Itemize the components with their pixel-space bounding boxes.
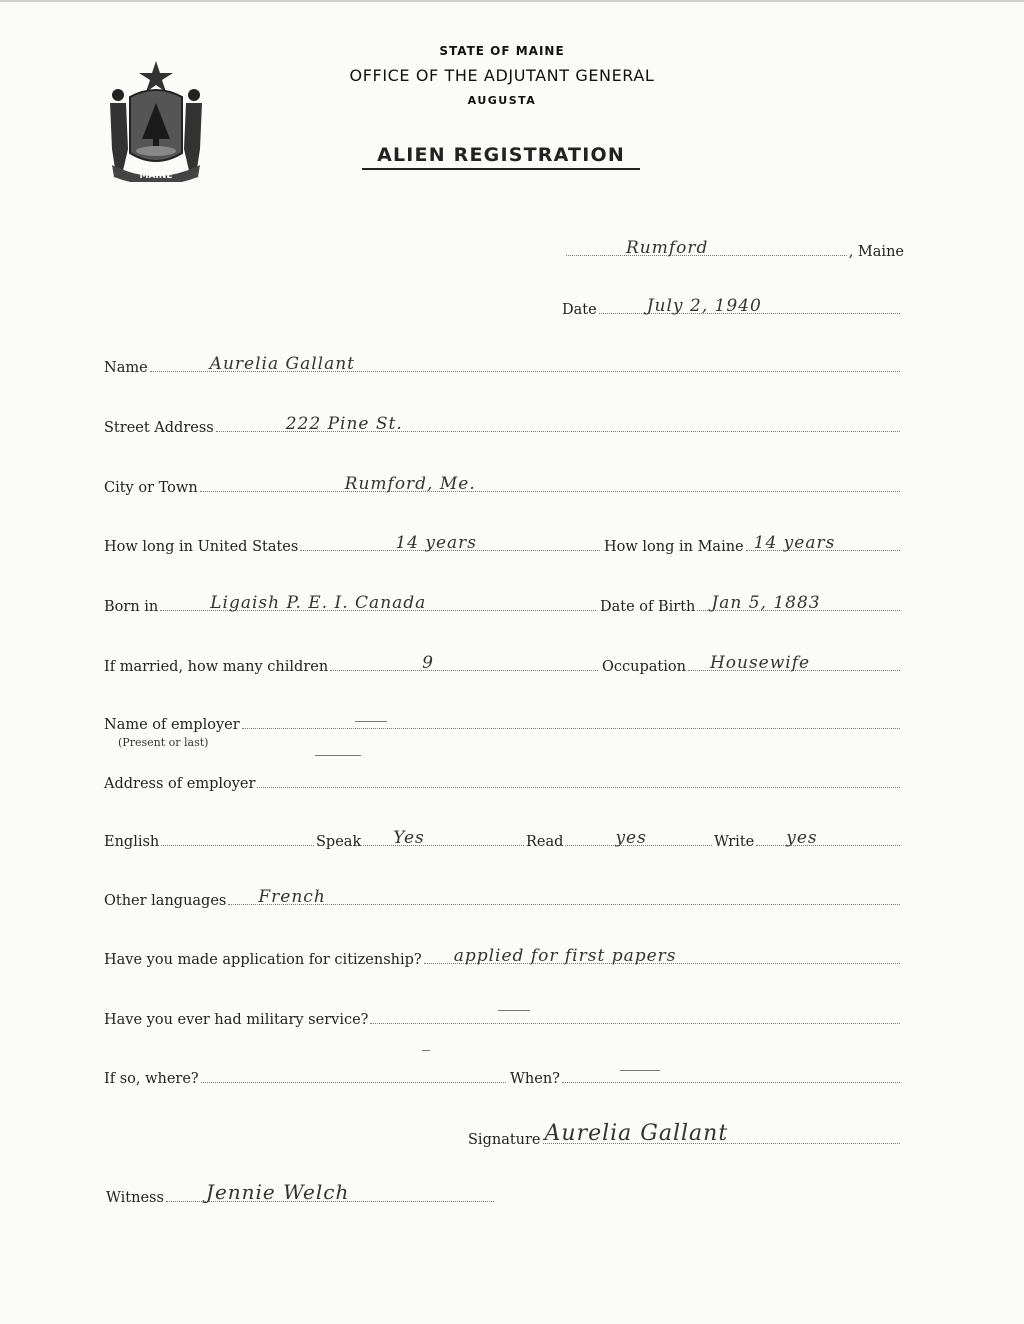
emp-address-row <box>104 776 902 792</box>
english-row <box>104 834 316 850</box>
read-field[interactable] <box>565 828 712 848</box>
witness-row <box>106 1180 496 1206</box>
emp-address-field[interactable] <box>257 786 900 788</box>
street-value: 222 Pine St. <box>285 414 403 434</box>
where-row <box>104 1071 508 1087</box>
form-title: ALIEN REGISTRATION <box>362 144 640 170</box>
maine-label: How long in Maine <box>604 539 744 555</box>
military-row <box>104 1012 902 1028</box>
military-label: Have you ever had military service? <box>104 1012 369 1028</box>
place-row <box>564 238 904 260</box>
occupation-value: Housewife <box>709 653 811 673</box>
header-office: OFFICE OF THE ADJUTANT GENERAL <box>349 66 655 85</box>
maine-value: 14 years <box>753 533 836 553</box>
dob-row <box>600 593 902 615</box>
us-field[interactable] <box>300 533 600 553</box>
emp-address-dash <box>315 755 361 756</box>
street-row <box>104 414 902 436</box>
us-row <box>104 533 602 555</box>
when-dash <box>620 1070 660 1071</box>
born-row <box>104 593 598 615</box>
signature-label: Signature <box>468 1132 541 1148</box>
maine-row <box>604 533 902 555</box>
employer-label: Name of employer <box>104 717 240 733</box>
where-label: If so, where? <box>104 1071 199 1087</box>
occupation-row <box>602 653 902 675</box>
citizenship-value: applied for first papers <box>453 946 677 966</box>
us-label: How long in United States <box>104 539 299 555</box>
employer-sub-label: (Present or last) <box>118 736 209 749</box>
children-field[interactable] <box>330 653 598 673</box>
signature-row <box>468 1121 902 1148</box>
place-suffix: , Maine <box>848 244 904 260</box>
born-value: Ligaish P. E. I. Canada <box>210 593 427 613</box>
witness-label: Witness <box>106 1190 164 1206</box>
employer-field[interactable] <box>242 727 900 729</box>
us-value: 14 years <box>395 533 478 553</box>
write-value: yes <box>786 828 818 848</box>
employer-dash <box>355 721 387 722</box>
place-field[interactable] <box>566 238 847 258</box>
dob-value: Jan 5, 1883 <box>711 593 821 613</box>
speak-value: Yes <box>393 828 425 848</box>
date-row <box>562 296 902 318</box>
signature-field[interactable] <box>543 1121 900 1146</box>
other-lang-value: French <box>258 887 326 907</box>
citizenship-label: Have you made application for citizenship? <box>104 952 422 968</box>
speak-field[interactable] <box>363 828 524 848</box>
where-field[interactable] <box>201 1081 506 1083</box>
english-field <box>161 844 314 846</box>
city-field[interactable] <box>200 474 900 494</box>
witness-field[interactable] <box>166 1180 494 1204</box>
name-row <box>104 354 902 376</box>
name-field[interactable] <box>150 354 900 374</box>
military-dash <box>498 1010 530 1011</box>
emp-address-label: Address of employer <box>104 776 256 792</box>
born-label: Born in <box>104 599 159 615</box>
born-field[interactable] <box>160 593 596 613</box>
witness-value: Jennie Welch <box>205 1180 350 1204</box>
military-field[interactable] <box>370 1022 900 1024</box>
speak-row <box>316 828 526 850</box>
children-label: If married, how many children <box>104 659 329 675</box>
city-value: Rumford, Me. <box>344 474 476 494</box>
name-label: Name <box>104 360 148 376</box>
date-label: Date <box>562 302 597 318</box>
other-lang-field[interactable] <box>228 887 900 907</box>
speak-label: Speak <box>316 834 362 850</box>
military-tick <box>422 1050 430 1051</box>
dob-field[interactable] <box>697 593 900 613</box>
read-label: Read <box>526 834 564 850</box>
citizenship-row <box>104 946 902 968</box>
english-label: English <box>104 834 160 850</box>
write-label: Write <box>714 834 755 850</box>
read-value: yes <box>615 828 647 848</box>
when-label: When? <box>510 1071 560 1087</box>
dob-label: Date of Birth <box>600 599 696 615</box>
date-field[interactable] <box>599 296 900 316</box>
read-row <box>526 828 714 850</box>
children-row <box>104 653 600 675</box>
svg-text:MAINE: MAINE <box>139 171 173 181</box>
header-city: AUGUSTA <box>467 94 537 107</box>
when-row <box>510 1071 902 1087</box>
signature-value: Aurelia Gallant <box>544 1121 729 1146</box>
when-field[interactable] <box>562 1081 900 1083</box>
maine-field[interactable] <box>746 533 900 553</box>
citizenship-field[interactable] <box>424 946 900 966</box>
header-state: STATE OF MAINE <box>439 44 565 58</box>
other-lang-row <box>104 887 902 909</box>
date-value: July 2, 1940 <box>646 296 762 316</box>
city-row <box>104 474 902 496</box>
occupation-label: Occupation <box>602 659 686 675</box>
write-row <box>714 828 902 850</box>
employer-row <box>104 717 902 733</box>
place-value: Rumford <box>626 238 709 258</box>
street-label: Street Address <box>104 420 214 436</box>
occupation-field[interactable] <box>688 653 900 673</box>
write-field[interactable] <box>756 828 900 848</box>
other-lang-label: Other languages <box>104 893 227 909</box>
city-label: City or Town <box>104 480 198 496</box>
street-field[interactable] <box>216 414 900 434</box>
name-value: Aurelia Gallant <box>209 354 356 374</box>
children-value: 9 <box>422 653 434 673</box>
